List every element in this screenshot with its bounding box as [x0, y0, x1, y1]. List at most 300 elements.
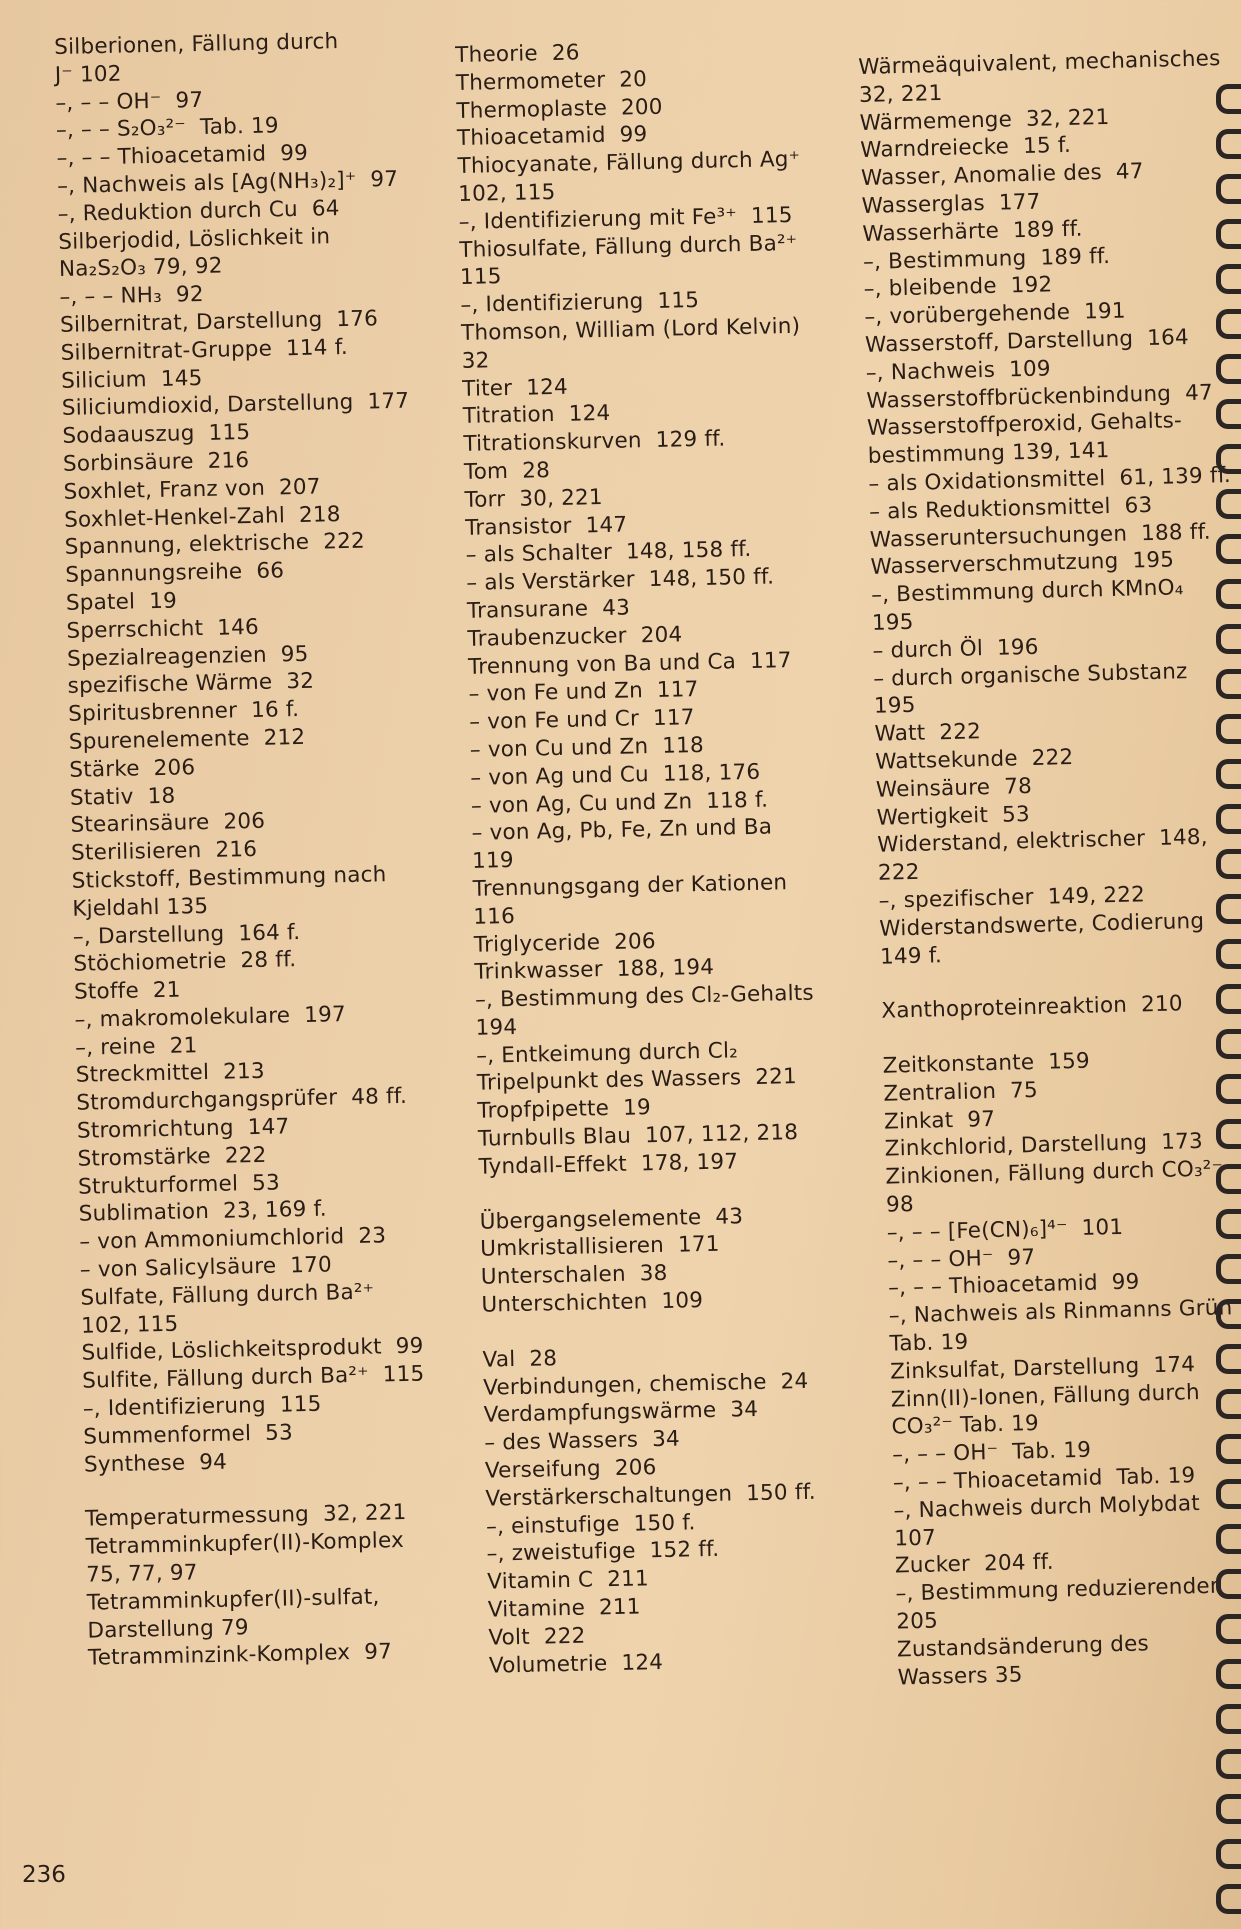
index-page-ref: 115: [750, 202, 793, 229]
index-term: Vitamin C: [487, 1567, 594, 1595]
index-term: – als Verstärker: [466, 567, 636, 597]
index-page-ref: 63: [1124, 492, 1153, 519]
index-page-ref: 148,: [1158, 825, 1209, 852]
index-term: –, Nachweis als Rinmanns Grün: [888, 1295, 1233, 1329]
index-term: Sperrschicht: [66, 615, 204, 644]
index-page-ref: 66: [256, 558, 285, 585]
index-page-ref: 177: [998, 189, 1041, 216]
index-term: Silberjodid, Löslichkeit in: [58, 223, 331, 255]
index-page-ref: 34: [730, 1397, 759, 1423]
index-page-ref: 53: [264, 1420, 294, 1446]
index-page-ref: 159: [1047, 1048, 1091, 1075]
index-term: 116: [473, 903, 516, 930]
index-term: Silbernitrat, Darstellung: [59, 307, 323, 338]
index-page-ref: 23, 169 f.: [222, 1197, 328, 1225]
index-page-ref: 192: [1010, 272, 1053, 299]
index-page-ref: 146: [216, 614, 260, 641]
binding-ring: [1216, 849, 1241, 879]
binding-ring: [1216, 1344, 1241, 1374]
binding-ring: [1216, 669, 1241, 699]
index-term: –, – – Thioacetamid: [887, 1270, 1099, 1302]
index-page-ref: 174: [1153, 1352, 1196, 1379]
index-term: Sublimation: [78, 1199, 210, 1228]
index-term: –, – – OH⁻: [887, 1245, 994, 1274]
index-term: Übergangselemente: [479, 1204, 702, 1235]
index-page-ref: 75: [1009, 1077, 1039, 1104]
index-term: – von Ag und Cu: [470, 761, 650, 791]
index-page-ref: 150 ff.: [745, 1479, 817, 1507]
index-term: spezifische Wärme: [67, 669, 273, 700]
index-term: Spezialreagenzien: [66, 642, 268, 672]
index-page-ref: 173: [1160, 1129, 1204, 1156]
index-term: – von Ammoniumchlorid: [79, 1224, 345, 1255]
index-term: Silicium: [61, 366, 148, 394]
index-term: Kjeldahl 135: [72, 893, 209, 922]
index-term: Stativ: [69, 784, 134, 811]
index-page-ref: Tab. 19: [199, 113, 280, 141]
binding-ring: [1216, 1884, 1241, 1914]
binding-ring: [1216, 1164, 1241, 1194]
index-term: –, Bestimmung: [862, 245, 1027, 275]
index-term: Widerstandswerte, Codierung: [879, 908, 1205, 942]
index-page-ref: 115: [382, 1361, 425, 1388]
index-page-ref: 164 f.: [238, 919, 301, 946]
binding-ring: [1216, 1254, 1241, 1284]
binding-ring: [1216, 219, 1241, 249]
index-term: Titration: [462, 402, 555, 430]
index-page-ref: 32, 221: [1025, 104, 1110, 132]
index-term: Weinsäure: [875, 774, 991, 803]
index-column-3: [858, 45, 1241, 1692]
index-term: Wärmeäquivalent, mechanisches: [858, 46, 1221, 80]
index-page-ref: 178, 197: [640, 1149, 739, 1177]
binding-ring: [1216, 309, 1241, 339]
index-page-ref: 115: [279, 1391, 322, 1418]
index-term: –, Bestimmung des Cl₂-Gehalts: [474, 980, 815, 1013]
index-term: –, Nachweis als [Ag(NH₃)₂]⁺: [56, 167, 357, 199]
index-term: 75, 77, 97: [86, 1560, 198, 1588]
index-page-ref: 118 f.: [705, 787, 769, 814]
index-term: Wassers 35: [897, 1662, 1023, 1691]
index-term: Triglyceride: [473, 929, 601, 958]
index-page-ref: 195: [1132, 547, 1175, 574]
index-term: Wasserhärte: [862, 218, 1000, 247]
index-page-ref: 177: [367, 389, 410, 415]
index-term: 195: [871, 609, 914, 636]
index-page-ref: 222: [224, 1142, 267, 1169]
index-term: Stromstärke: [77, 1143, 212, 1172]
index-term: Thioacetamid: [456, 123, 606, 152]
index-page-ref: 118, 176: [662, 759, 761, 787]
index-term: Temperaturmessung: [84, 1502, 310, 1533]
index-page-ref: 97: [1007, 1244, 1036, 1271]
index-term: Wertigkeit: [876, 802, 989, 831]
index-term: –, Entkeimung durch Cl₂: [475, 1037, 739, 1069]
index-page-ref: 23: [358, 1223, 387, 1250]
index-term: Spannung, elektrische: [64, 530, 310, 561]
binding-ring: [1216, 444, 1241, 474]
index-term: Zustandsänderung des: [896, 1631, 1150, 1663]
index-term: Stearinsäure: [70, 810, 210, 839]
index-page-ref: 210: [1140, 991, 1184, 1018]
index-term: 149 f.: [879, 942, 943, 970]
index-page-ref: 117: [656, 677, 699, 704]
index-term: –, Identifizierung: [82, 1392, 267, 1422]
index-term: Stoffe: [73, 978, 140, 1005]
binding-ring: [1216, 489, 1241, 519]
index-term: Theorie: [455, 41, 539, 68]
index-term: – von Ag, Cu und Zn: [470, 788, 693, 819]
binding-ring: [1216, 1299, 1241, 1329]
binding-ring: [1216, 1209, 1241, 1239]
index-page-ref: 206: [614, 1455, 657, 1482]
index-page-ref: 164: [1146, 324, 1190, 351]
index-term: 107: [893, 1525, 937, 1552]
index-term: Summenformel: [83, 1421, 252, 1450]
index-term: Stickstoff, Bestimmung nach: [71, 862, 387, 894]
index-page-ref: 124: [568, 401, 611, 428]
index-page-ref: 222: [322, 528, 366, 555]
index-term: –, Identifizierung mit Fe³⁺: [458, 203, 738, 235]
index-term: Unterschichten: [481, 1289, 648, 1318]
index-term: Stöchiometrie: [73, 948, 227, 978]
index-term: Thermometer: [455, 67, 606, 96]
index-term: Xanthoproteinreaktion: [881, 993, 1128, 1025]
index-term: – von Cu und Zn: [469, 734, 649, 763]
index-page-ref: 109: [661, 1288, 704, 1315]
index-page-ref: 115: [657, 288, 700, 314]
index-page-ref: 188 ff.: [1140, 519, 1212, 546]
index-term: Tropfpipette: [477, 1096, 610, 1125]
binding-ring: [1216, 1074, 1241, 1104]
index-page-ref: 117: [652, 705, 695, 732]
index-page-ref: 206: [223, 809, 266, 835]
index-page-ref: 21: [152, 977, 181, 1004]
index-term: Wasserstoff, Darstellung: [864, 326, 1134, 358]
index-page-ref: 64: [311, 195, 340, 222]
index-term: – von Fe und Cr: [468, 706, 640, 735]
index-page-ref: 148, 158 ff.: [625, 537, 752, 565]
index-page-ref: 211: [598, 1594, 641, 1621]
index-term: Siliciumdioxid, Darstellung: [61, 390, 354, 422]
index-term: Sulfate, Fällung durch Ba²⁺: [80, 1279, 375, 1311]
index-term: –, Identifizierung: [460, 289, 644, 319]
index-term: Tetramminzink-Komplex: [87, 1640, 351, 1672]
index-term: 98: [885, 1192, 915, 1218]
index-term: –, Nachweis durch Molybdat: [893, 1490, 1201, 1524]
binding-ring: [1216, 984, 1241, 1014]
index-term: Trennung von Ba und Ca: [467, 648, 737, 680]
index-page-ref: 32, 221: [322, 1500, 407, 1528]
index-page-ref: 147: [585, 512, 628, 538]
index-term: –, spezifischer: [878, 884, 1034, 914]
index-term: –, Nachweis: [865, 357, 996, 386]
binding-ring: [1216, 129, 1241, 159]
index-page-ref: 19: [622, 1095, 652, 1121]
index-page-ref: 152 ff.: [649, 1537, 720, 1564]
index-term: –, zweistufige: [486, 1538, 636, 1568]
index-term: –, Reduktion durch Cu: [57, 196, 299, 227]
index-term: Streckmittel: [75, 1060, 210, 1089]
index-page-ref: 222: [939, 719, 982, 746]
index-term: Umkristallisieren: [480, 1233, 665, 1263]
binding-ring: [1216, 1704, 1241, 1734]
index-page-ref: 53: [251, 1170, 281, 1196]
binding-ring: [1216, 1479, 1241, 1509]
index-page-ref: 95: [280, 641, 309, 667]
index-term: – von Fe und Zn: [468, 678, 644, 708]
index-term: –, Darstellung: [72, 921, 225, 950]
index-page-ref: 170: [290, 1252, 333, 1279]
index-page-ref: 218: [298, 501, 341, 528]
index-page-ref: 200: [620, 94, 663, 121]
index-term: –, einstufige: [485, 1511, 620, 1540]
index-page-ref: 19: [148, 588, 178, 615]
index-page-ref: 222: [1031, 744, 1074, 771]
index-term: Watt: [874, 720, 926, 747]
binding-ring: [1216, 1839, 1241, 1869]
index-page-ref: 97: [370, 166, 399, 193]
binding-ring: [1216, 624, 1241, 654]
index-page-ref: 38: [639, 1261, 668, 1287]
index-term: 205: [896, 1608, 939, 1635]
index-term: –, Bestimmung reduzierender: [895, 1573, 1220, 1607]
binding-ring: [1216, 1659, 1241, 1689]
index-term: –, makromolekulare: [74, 1003, 291, 1033]
index-term: Soxhlet, Franz von: [63, 475, 266, 505]
index-term: Zinn(II)-Ionen, Fällung durch: [890, 1379, 1201, 1413]
index-page-ref: 197: [303, 1001, 347, 1028]
index-term: Darstellung 79: [87, 1614, 249, 1644]
index-term: Na₂S₂O₃ 79, 92: [58, 253, 223, 283]
index-page-ref: 206: [153, 754, 196, 781]
index-term: Synthese: [83, 1450, 186, 1478]
index-page-ref: 28: [521, 458, 551, 484]
index-page-ref: 211: [606, 1566, 650, 1593]
index-page-ref: 18: [147, 783, 176, 809]
index-term: Thiosulfate, Fällung durch Ba²⁺: [459, 230, 798, 263]
index-term: Sorbinsäure: [62, 449, 194, 477]
binding-ring: [1216, 1569, 1241, 1599]
index-term: 32: [461, 348, 490, 374]
index-term: –, Bestimmung durch KMnO₄: [870, 575, 1184, 608]
index-term: Thomson, William (Lord Kelvin): [460, 313, 801, 346]
index-term: Zinksulfat, Darstellung: [889, 1353, 1140, 1385]
index-page-ref: 191: [1083, 298, 1127, 325]
index-term: Titer: [462, 375, 513, 402]
index-page-ref: 213: [222, 1059, 266, 1086]
index-page-ref: 78: [1003, 773, 1033, 800]
index-page-ref: 97: [966, 1106, 996, 1133]
index-term: Silberionen, Fällung durch: [54, 29, 339, 60]
index-term: Thermoplaste: [456, 95, 608, 124]
index-page-ref: 28: [529, 1346, 558, 1372]
index-page-ref: 204: [640, 622, 683, 648]
index-page-ref: 16 f.: [250, 697, 300, 724]
index-term: Traubenzucker: [467, 623, 627, 652]
index-page-ref: 129 ff.: [655, 426, 726, 454]
index-term: Titrationskurven: [463, 428, 642, 458]
index-term: –, – – Thioacetamid: [892, 1465, 1103, 1496]
index-term: Spannungsreihe: [65, 559, 243, 589]
index-term: Verseifung: [484, 1456, 602, 1484]
binding-ring: [1216, 1794, 1241, 1824]
index-page-ref: 43: [601, 595, 631, 621]
index-term: –, – – Thioacetamid: [56, 141, 267, 172]
index-page-ref: 114 f.: [285, 334, 349, 361]
index-term: Sterilisieren: [70, 838, 202, 866]
index-term: Wasser, Anomalie des: [860, 160, 1103, 192]
index-term: Trinkwasser: [474, 957, 604, 986]
index-page-ref: 148, 150 ff.: [648, 564, 775, 593]
index-page-ref: 115: [208, 420, 251, 447]
index-page-ref: 53: [1001, 801, 1031, 828]
binding-ring: [1216, 894, 1241, 924]
index-term: Turnbulls Blau: [477, 1123, 632, 1152]
index-page-ref: 47: [1184, 379, 1214, 406]
index-term: Sulfide, Löslichkeitsprodukt: [81, 1334, 382, 1367]
index-page-ref: 94: [198, 1449, 228, 1475]
index-term: Val: [482, 1346, 516, 1373]
index-page-ref: 99: [395, 1334, 424, 1360]
binding-ring: [1216, 1749, 1241, 1779]
index-term: Tom: [463, 458, 509, 485]
binding-ring: [1216, 759, 1241, 789]
index-page-ref: 15 f.: [1022, 133, 1072, 160]
index-term: 194: [475, 1014, 518, 1041]
index-term: Sodaauszug: [62, 421, 195, 450]
index-page-ref: 109: [1008, 356, 1052, 383]
index-term: –, – – [Fe(CN)₆]⁴⁻: [886, 1216, 1068, 1246]
index-term: Warndreiecke: [860, 134, 1010, 164]
index-page-ref: 97: [175, 87, 204, 114]
index-term: –, – – NH₃: [59, 282, 163, 311]
index-term: Transistor: [464, 513, 572, 541]
binding-ring: [1216, 1029, 1241, 1059]
index-page-ref: 207: [278, 474, 321, 501]
index-page-ref: 97: [363, 1639, 393, 1666]
index-page-ref: 149, 222: [1047, 882, 1146, 910]
index-page-ref: Tab. 19: [1011, 1437, 1092, 1465]
index-page-ref: 206: [613, 928, 657, 955]
index-term: Wasserstoffperoxid, Gehalts-: [866, 408, 1183, 442]
index-page-ref: 99: [279, 140, 309, 167]
index-page-ref: 150 f.: [633, 1509, 696, 1537]
index-term: –, – – OH⁻: [55, 88, 162, 116]
index-term: Zinkchlorid, Darstellung: [884, 1130, 1148, 1163]
index-term: Widerstand, elektrischer: [877, 826, 1146, 859]
index-term: Tetramminkupfer(II)-Komplex: [85, 1528, 405, 1560]
index-term: Tripelpunkt des Wassers: [476, 1065, 742, 1097]
index-term: – als Schalter: [465, 540, 613, 569]
index-term: Transurane: [466, 596, 589, 624]
index-page-ref: Tab. 19: [1116, 1463, 1196, 1491]
index-term: Wasserglas: [861, 190, 986, 219]
index-term: Zinkat: [883, 1107, 954, 1135]
index-term: Torr: [464, 486, 506, 513]
index-page-ref: 24: [780, 1368, 809, 1395]
index-term: Zucker: [894, 1552, 971, 1579]
binding-ring: [1216, 1389, 1241, 1419]
index-page-ref: 99: [619, 122, 648, 148]
index-page-ref: 61, 139 ff.: [1119, 462, 1232, 491]
index-page-ref: 32: [286, 669, 315, 695]
index-term: 119: [471, 848, 515, 874]
index-term: – von Ag, Pb, Fe, Zn und Ba: [471, 814, 773, 847]
index-page-ref: 176: [336, 306, 379, 333]
index-term: Tab. 19: [889, 1329, 969, 1357]
index-term: –, – – OH⁻: [891, 1440, 999, 1468]
index-term: Zeitkonstante: [882, 1050, 1035, 1079]
binding-ring: [1216, 534, 1241, 564]
index-term: Verbindungen, chemische: [482, 1369, 767, 1401]
index-page-ref: 92: [175, 282, 204, 308]
index-term: Sulfite, Fällung durch Ba²⁺: [81, 1362, 370, 1394]
index-term: Wasseruntersuchungen: [869, 521, 1128, 553]
index-term: –, vorübergehende: [864, 300, 1071, 331]
index-page-ref: 222: [543, 1623, 586, 1650]
index-term: Vitamine: [487, 1595, 586, 1623]
index-term: Spiritusbrenner: [67, 698, 238, 727]
binding-ring: [1216, 1614, 1241, 1644]
index-page-ref: 216: [215, 837, 258, 863]
binding-ring: [1216, 1434, 1241, 1464]
index-page-ref: 99: [1111, 1269, 1140, 1296]
index-page-ref: 48 ff.: [350, 1084, 408, 1111]
index-page-ref: 124: [525, 374, 569, 401]
index-term: – als Reduktionsmittel: [868, 493, 1111, 525]
index-page-ref: 26: [551, 40, 580, 66]
index-term: Spurenelemente: [68, 725, 250, 755]
index-term: 32, 221: [858, 80, 943, 108]
index-page-ref: 147: [247, 1114, 290, 1141]
index-term: Stromdurchgangsprüfer: [76, 1085, 338, 1117]
index-page-ref: 30, 221: [519, 484, 604, 512]
index-page-ref: 196: [996, 634, 1039, 661]
index-term: Stromrichtung: [76, 1115, 234, 1144]
binding-ring: [1216, 174, 1241, 204]
spiral-binding: [1211, 0, 1241, 1929]
index-term: Wasserstoffbrückenbindung: [866, 381, 1172, 414]
index-page-ref: 145: [160, 365, 203, 392]
index-term: Stärke: [69, 756, 140, 783]
index-term: bestimmung 139, 141: [867, 438, 1110, 470]
index-term: 102, 115: [80, 1311, 179, 1339]
index-page-ref: 34: [651, 1426, 681, 1453]
index-term: Zinkionen, Fällung durch CO₃²⁻: [885, 1156, 1224, 1190]
index-term: 222: [877, 859, 920, 886]
index-page-ref: 124: [621, 1649, 664, 1676]
index-term: – durch Öl: [872, 635, 984, 664]
binding-ring: [1216, 579, 1241, 609]
index-page-ref: 204 ff.: [983, 1550, 1055, 1577]
index-term: Unterschalen: [480, 1261, 627, 1290]
index-page-ref: 43: [715, 1203, 744, 1230]
binding-ring: [1216, 84, 1241, 114]
index-term: 102, 115: [457, 179, 556, 207]
index-column-2: [455, 34, 869, 1680]
index-page-ref: 21: [169, 1032, 198, 1059]
index-term: – von Salicylsäure: [79, 1253, 277, 1283]
binding-ring: [1216, 354, 1241, 384]
index-page-ref: 216: [207, 447, 250, 474]
index-page-ref: 47: [1115, 159, 1144, 185]
binding-ring: [1216, 1119, 1241, 1149]
index-term: Volt: [488, 1624, 531, 1651]
index-term: Wattsekunde: [875, 746, 1019, 775]
index-term: 115: [459, 264, 502, 291]
binding-ring: [1216, 804, 1241, 834]
